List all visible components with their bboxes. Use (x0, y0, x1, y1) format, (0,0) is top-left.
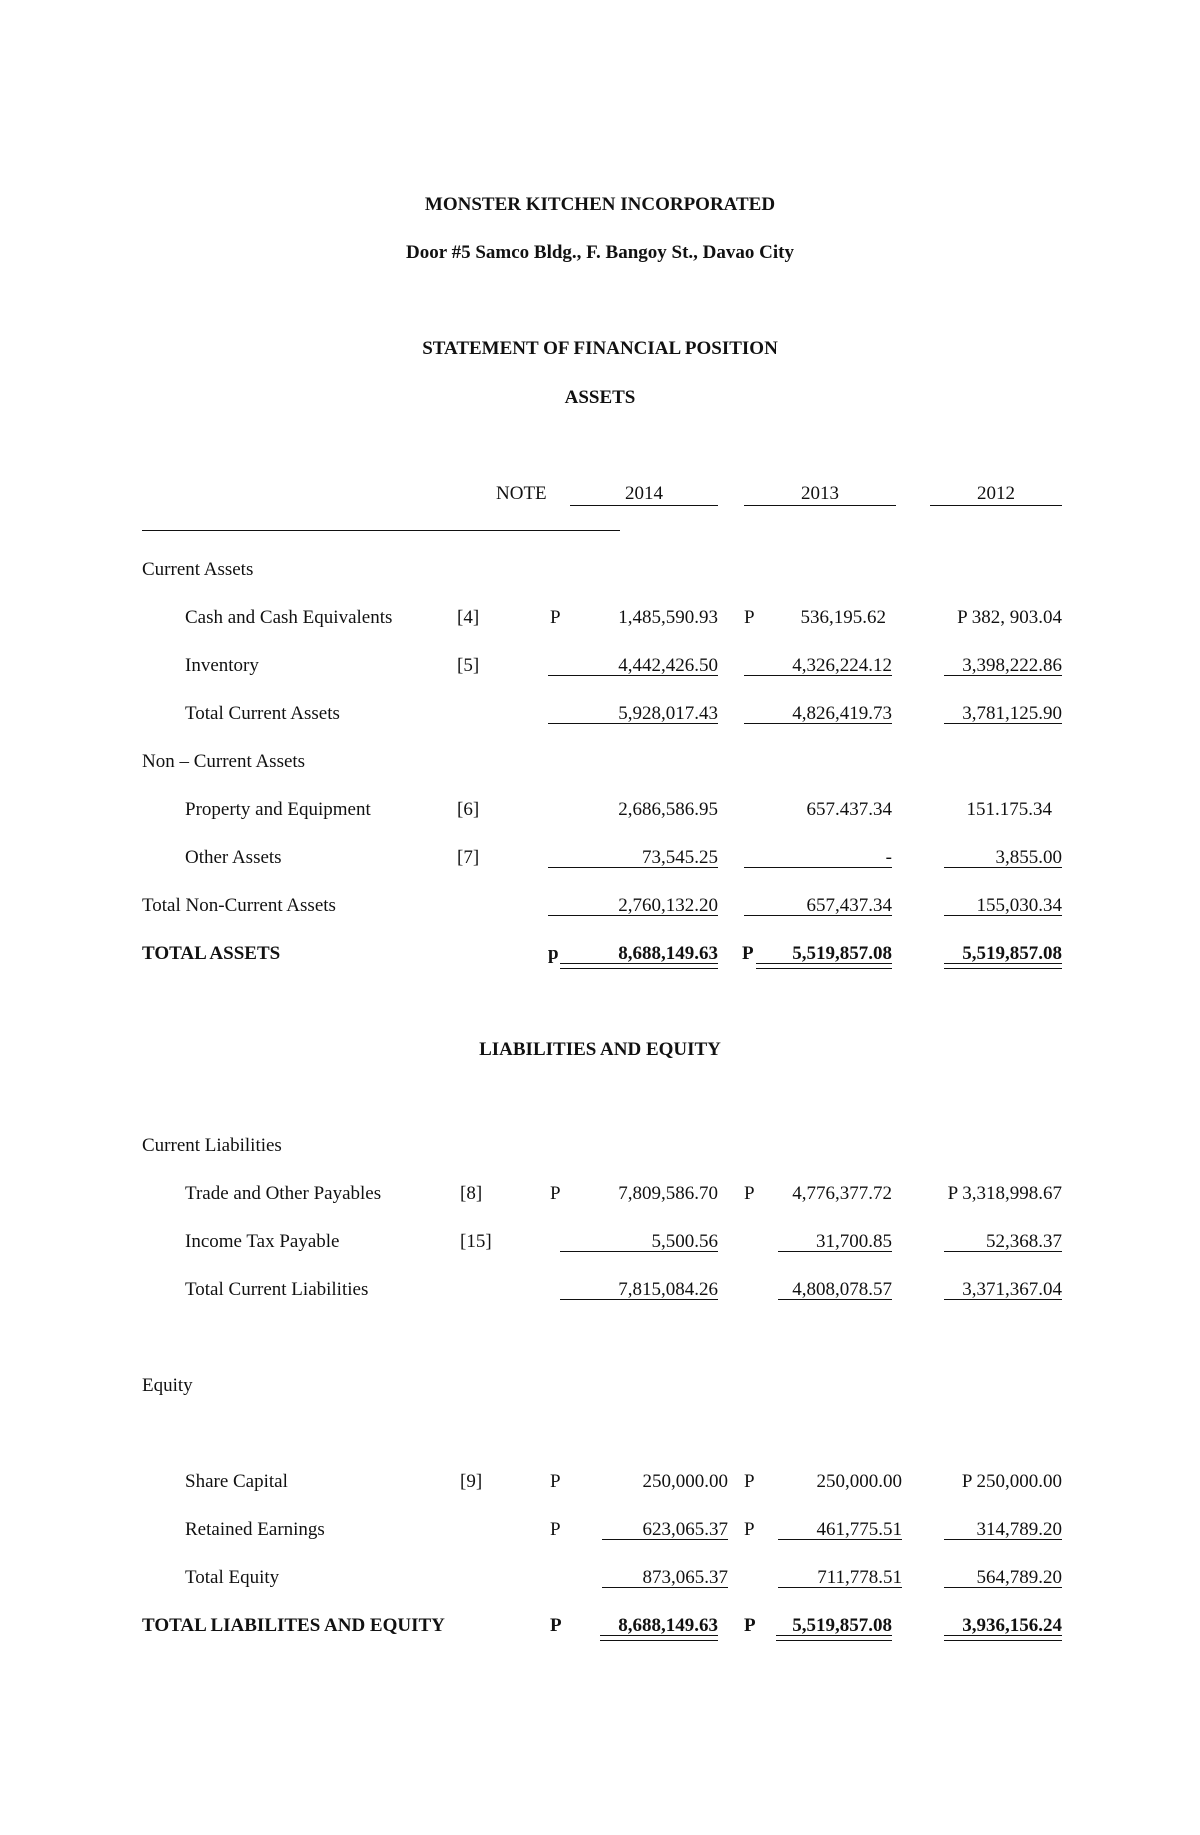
total-current-liabilities-2014-underline (560, 1299, 718, 1300)
total-current-liabilities-2014: 7,815,084.26 (618, 1279, 718, 1300)
income-tax-2013-underline (778, 1251, 892, 1252)
total-noncurrent-assets-2014-underline (548, 915, 718, 916)
header-underline-2012 (930, 505, 1062, 506)
total-liabilities-equity-2013-double-underline (776, 1635, 892, 1641)
total-equity-2013: 711,778.51 (817, 1567, 902, 1588)
trade-payables-2013: 4,776,377.72 (792, 1183, 892, 1204)
share-capital-2014: 250,000.00 (642, 1471, 728, 1492)
total-assets-2013: 5,519,857.08 (792, 943, 892, 964)
total-liabilities-equity-2012: 3,936,156.24 (962, 1615, 1062, 1636)
ppe-2013: 657.437.34 (806, 799, 892, 820)
retained-earnings-2013: 461,775.51 (816, 1519, 902, 1540)
ppe-note: [6] (457, 799, 480, 820)
company-address: Door #5 Samco Bldg., F. Bangoy St., Davao City (406, 242, 794, 263)
total-assets-currency-2014: p (548, 943, 559, 964)
total-liabilities-equity-2012-double-underline (944, 1635, 1062, 1641)
total-noncurrent-assets-2014: 2,760,132.20 (618, 895, 718, 916)
total-liabilities-equity-label: TOTAL LIABILITES AND EQUITY (142, 1615, 445, 1636)
assets-heading: ASSETS (564, 387, 636, 408)
liabilities-heading: LIABILITIES AND EQUITY (479, 1039, 721, 1060)
total-current-assets-2012-underline (944, 723, 1062, 724)
total-current-assets-2012: 3,781,125.90 (962, 703, 1062, 724)
current-assets-label: Current Assets (142, 559, 254, 580)
total-noncurrent-assets-label: Total Non-Current Assets (142, 895, 336, 916)
total-noncurrent-assets-2012-underline (944, 915, 1062, 916)
retained-earnings-2014: 623,065.37 (642, 1519, 728, 1540)
year-2012-header: 2012 (977, 483, 1015, 504)
retained-earnings-2012: 314,789.20 (976, 1519, 1062, 1540)
cash-note: [4] (457, 607, 480, 628)
cash-2012: P 382, 903.04 (957, 607, 1062, 628)
share-capital-currency-2014: P (550, 1471, 561, 1492)
total-current-assets-2013-underline (744, 723, 892, 724)
other-assets-label: Other Assets (185, 847, 282, 868)
cash-2013: 536,195.62 (800, 607, 886, 628)
equity-label: Equity (142, 1375, 193, 1396)
total-current-liabilities-label: Total Current Liabilities (185, 1279, 369, 1300)
total-liabilities-equity-2013: 5,519,857.08 (792, 1615, 892, 1636)
share-capital-2012: P 250,000.00 (961, 1471, 1062, 1492)
total-liabilities-equity-2014-double-underline (600, 1635, 718, 1641)
income-tax-2014: 5,500.56 (651, 1231, 718, 1252)
cash-currency-2014: P (550, 607, 561, 628)
other-assets-2012: 3,855.00 (995, 847, 1062, 868)
total-current-assets-2014: 5,928,017.43 (618, 703, 718, 724)
cash-currency-2013: P (744, 607, 755, 628)
total-assets-2014: 8,688,149.63 (618, 943, 718, 964)
total-noncurrent-assets-2012: 155,030.34 (976, 895, 1062, 916)
ppe-2012: 151.175.34 (966, 799, 1052, 820)
other-assets-2014: 73,545.25 (642, 847, 718, 868)
other-assets-note: [7] (457, 847, 480, 868)
retained-earnings-2012-underline (944, 1539, 1062, 1540)
other-assets-2013: - (885, 847, 892, 868)
inventory-2012: 3,398,222.86 (962, 655, 1062, 676)
total-equity-2012: 564,789.20 (976, 1567, 1062, 1588)
retained-earnings-currency-2013: P (744, 1519, 755, 1540)
income-tax-2013: 31,700.85 (816, 1231, 892, 1252)
trade-payables-note: [8] (460, 1183, 483, 1204)
income-tax-2012-underline (944, 1251, 1062, 1252)
ppe-label: Property and Equipment (185, 799, 371, 820)
note-column-header: NOTE (496, 483, 547, 504)
cash-label: Cash and Cash Equivalents (185, 607, 393, 628)
total-liabilities-equity-currency-2014: P (550, 1615, 562, 1636)
current-liabilities-label: Current Liabilities (142, 1135, 282, 1156)
retained-earnings-2014-underline (602, 1539, 728, 1540)
ppe-2014: 2,686,586.95 (618, 799, 718, 820)
inventory-note: [5] (457, 655, 480, 676)
income-tax-note: [15] (460, 1231, 492, 1252)
total-current-assets-2013: 4,826,419.73 (792, 703, 892, 724)
total-current-liabilities-2012-underline (944, 1299, 1062, 1300)
trade-payables-label: Trade and Other Payables (185, 1183, 382, 1204)
header-rule (142, 530, 620, 531)
total-current-liabilities-2013: 4,808,078.57 (792, 1279, 892, 1300)
inventory-label: Inventory (185, 655, 259, 676)
share-capital-label: Share Capital (185, 1471, 288, 1492)
total-liabilities-equity-2014: 8,688,149.63 (618, 1615, 718, 1636)
total-equity-2013-underline (778, 1587, 902, 1588)
trade-payables-currency-2013: P (744, 1183, 755, 1204)
total-noncurrent-assets-2013: 657,437.34 (806, 895, 892, 916)
inventory-2013-underline (744, 675, 892, 676)
trade-payables-2012: P 3,318,998.67 (947, 1183, 1062, 1204)
total-noncurrent-assets-2013-underline (744, 915, 892, 916)
total-equity-2014: 873,065.37 (642, 1567, 728, 1588)
inventory-2012-underline (944, 675, 1062, 676)
trade-payables-2014: 7,809,586.70 (618, 1183, 718, 1204)
header-underline-2014 (570, 505, 718, 506)
income-tax-2012: 52,368.37 (986, 1231, 1062, 1252)
total-equity-label: Total Equity (185, 1567, 280, 1588)
header-underline-2013 (744, 505, 896, 506)
cash-2014: 1,485,590.93 (618, 607, 718, 628)
total-current-assets-2014-underline (548, 723, 718, 724)
total-assets-2012: 5,519,857.08 (962, 943, 1062, 964)
total-equity-2014-underline (602, 1587, 728, 1588)
retained-earnings-currency-2014: P (550, 1519, 561, 1540)
retained-earnings-label: Retained Earnings (185, 1519, 325, 1540)
total-assets-currency-2013: P (742, 943, 754, 964)
total-assets-2013-double-underline (756, 963, 892, 969)
income-tax-2014-underline (560, 1251, 718, 1252)
total-assets-2012-double-underline (944, 963, 1062, 969)
other-assets-2012-underline (944, 867, 1062, 868)
total-assets-2014-double-underline (560, 963, 718, 969)
year-2014-header: 2014 (625, 483, 663, 504)
income-tax-label: Income Tax Payable (185, 1231, 340, 1252)
company-name: MONSTER KITCHEN INCORPORATED (424, 194, 776, 215)
noncurrent-assets-label: Non – Current Assets (142, 751, 306, 772)
inventory-2014: 4,442,426.50 (618, 655, 718, 676)
total-equity-2012-underline (944, 1587, 1062, 1588)
share-capital-note: [9] (460, 1471, 483, 1492)
total-liabilities-equity-currency-2013: P (744, 1615, 756, 1636)
share-capital-currency-2013: P (744, 1471, 755, 1492)
year-2013-header: 2013 (801, 483, 839, 504)
statement-title: STATEMENT OF FINANCIAL POSITION (422, 338, 778, 359)
total-assets-label: TOTAL ASSETS (142, 943, 281, 964)
inventory-2013: 4,326,224.12 (792, 655, 892, 676)
other-assets-2014-underline (548, 867, 718, 868)
other-assets-2013-underline (744, 867, 892, 868)
retained-earnings-2013-underline (778, 1539, 902, 1540)
inventory-2014-underline (548, 675, 718, 676)
trade-payables-currency-2014: P (550, 1183, 561, 1204)
total-current-liabilities-2013-underline (778, 1299, 892, 1300)
share-capital-2013: 250,000.00 (816, 1471, 902, 1492)
total-current-liabilities-2012: 3,371,367.04 (962, 1279, 1062, 1300)
total-current-assets-label: Total Current Assets (185, 703, 340, 724)
